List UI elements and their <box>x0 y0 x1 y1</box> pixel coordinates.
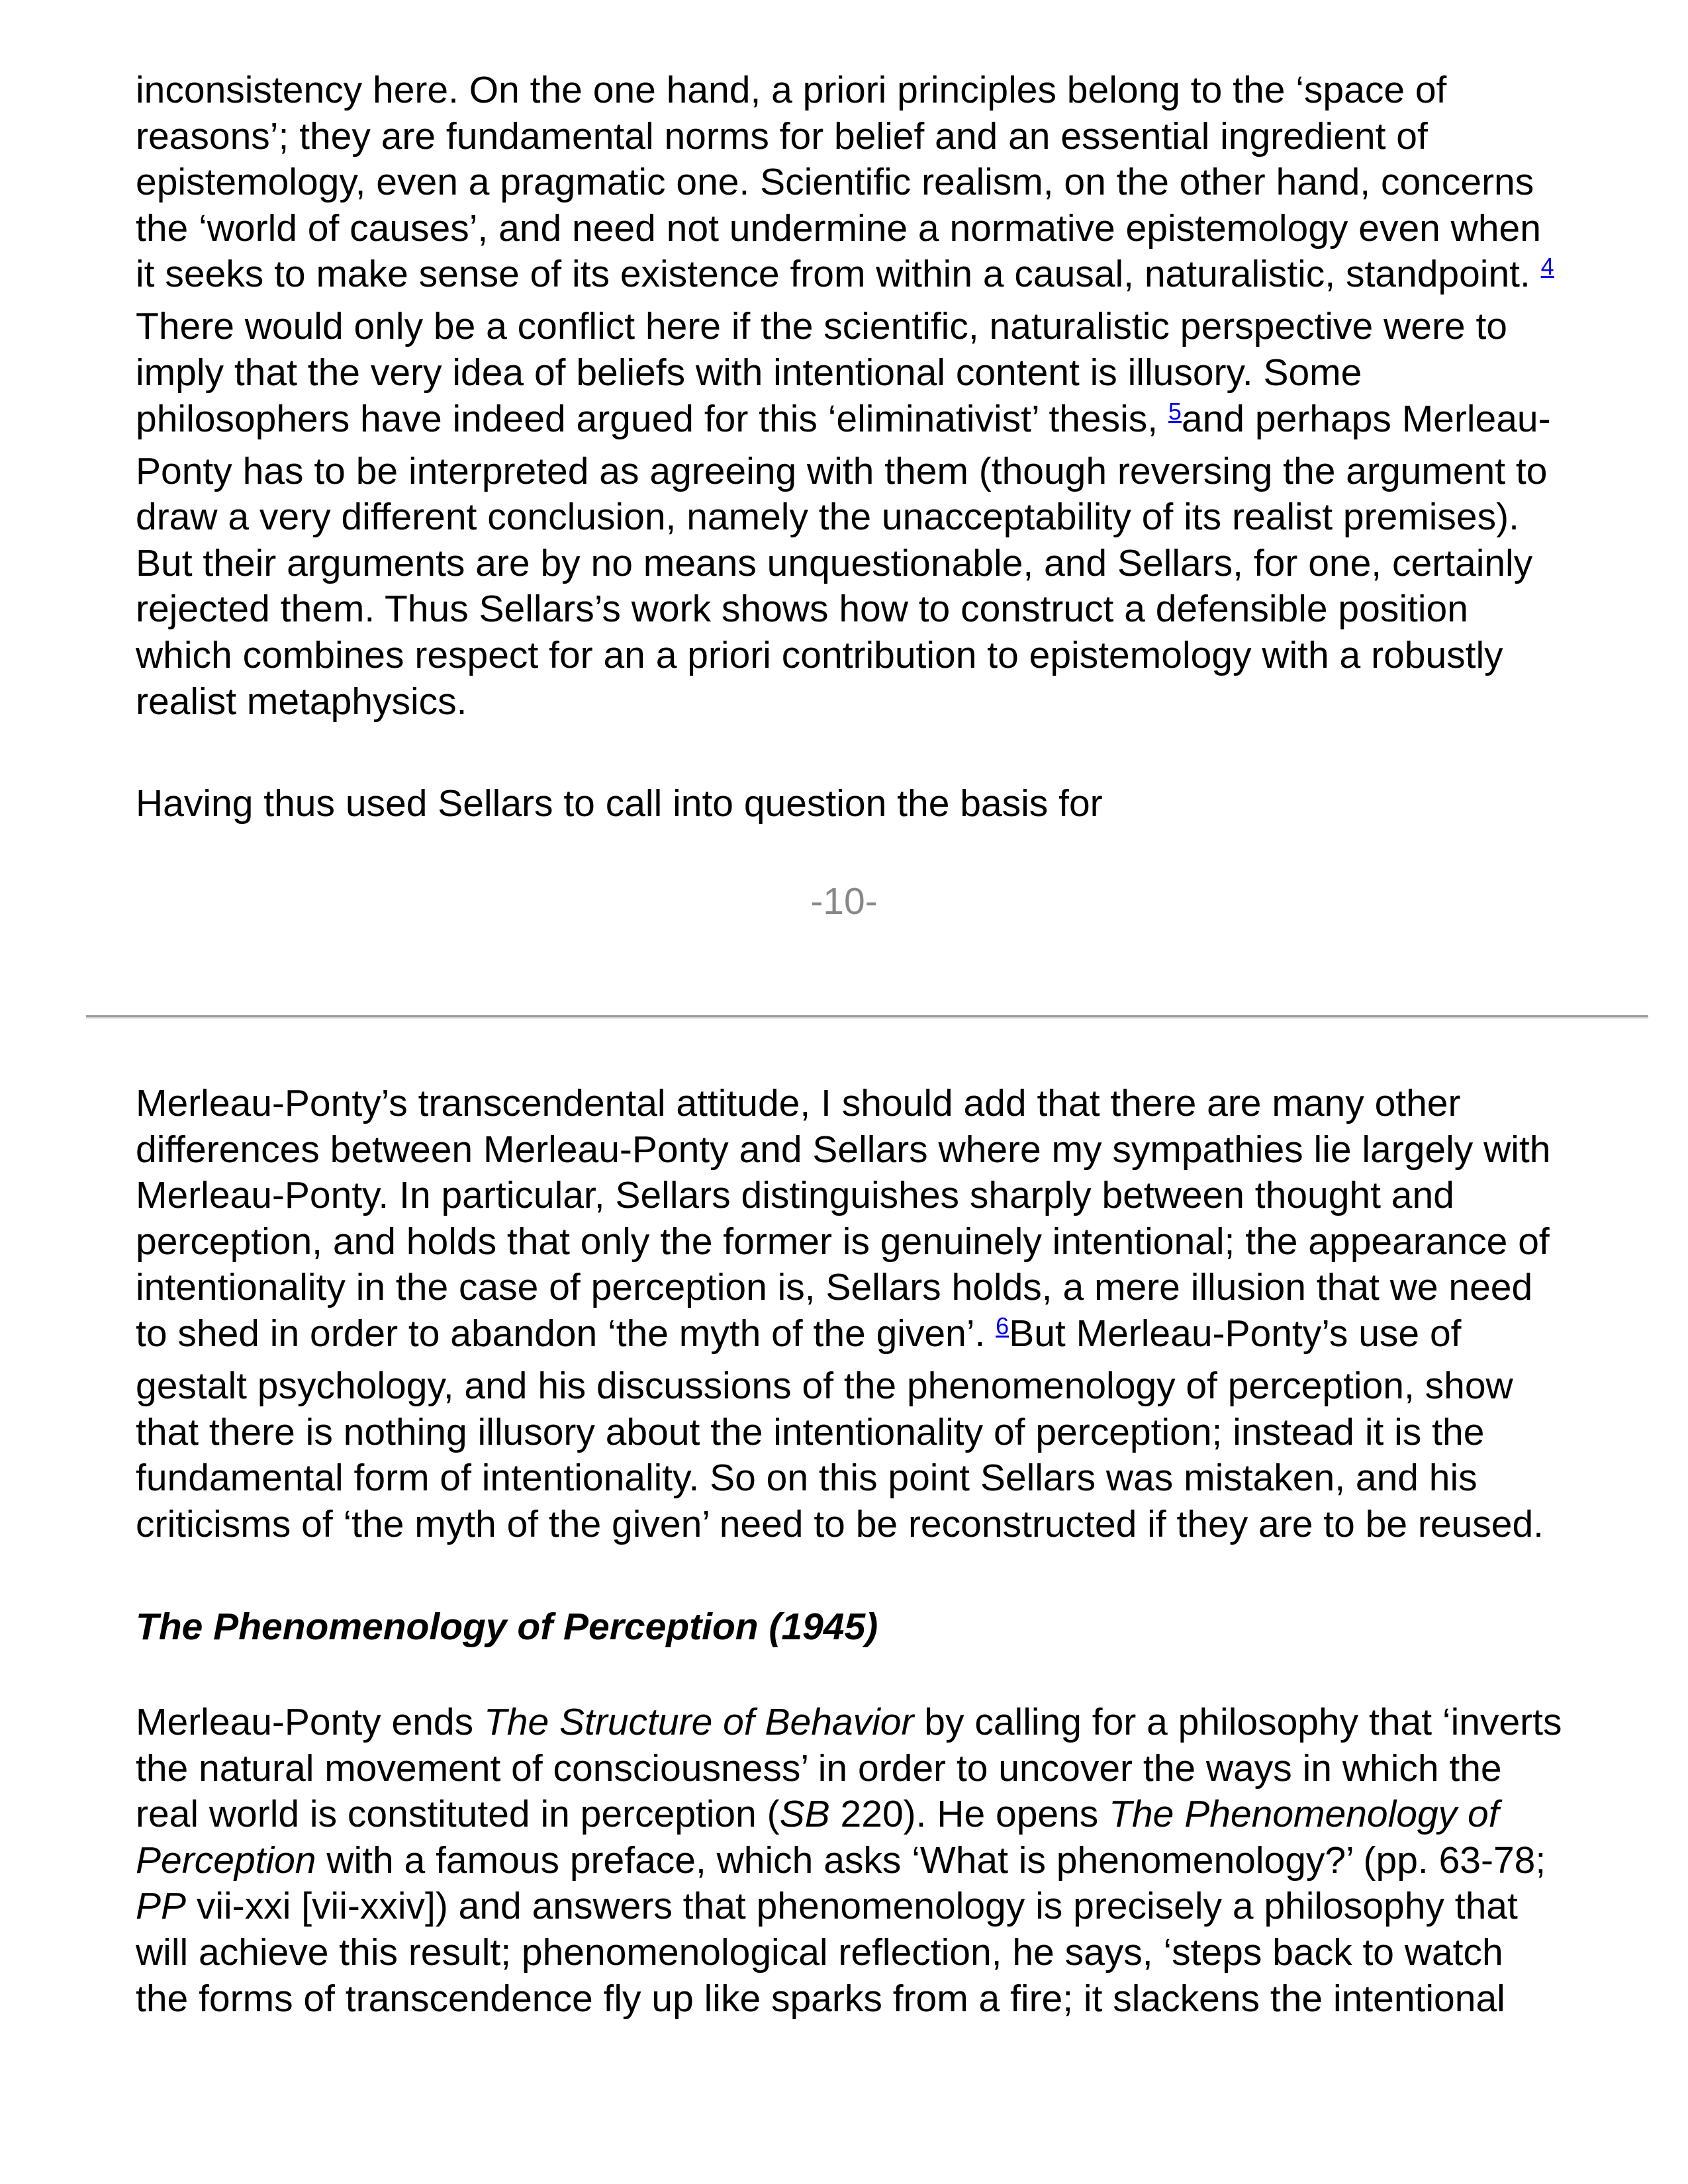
text-segment: it seeks to make sense of its existence from within a causal, naturalistic, standpoint. <box>136 253 1541 296</box>
text-line: will achieve this result; phenomenological reflection, he says, ‘steps back to watch <box>136 1931 1503 1974</box>
text-line: rejected them. Thus Sellars’s work shows how to construct a defensible position <box>136 588 1468 631</box>
text-line: epistemology, even a pragmatic one. Scientific realism, on the other hand, concerns <box>136 161 1534 204</box>
text-line: Having thus used Sellars to call into question the basis for <box>136 782 1103 825</box>
page1-paragraph-1 <box>136 68 1605 725</box>
text-line: gestalt psychology, and his discussions of the phenomenology of perception, show <box>136 1364 1513 1407</box>
text-line: differences between Merleau-Ponty and Sellars where my sympathies lie largely with <box>136 1128 1551 1171</box>
text-line: which combines respect for an a priori contribution to epistemology with a robustly <box>136 633 1503 676</box>
page1-paragraph-2 <box>136 781 1605 827</box>
footnote-link-6[interactable]: 6 <box>996 1312 1009 1340</box>
text-line: the forms of transcendence fly up like sparks from a fire; it slackens the intentional <box>136 1977 1505 2020</box>
page2-paragraph-1 <box>136 1081 1605 1547</box>
text-segment: vii-xxi [vii-xxiv]) and answers that phenomenology is precisely a philosophy that <box>186 1885 1518 1928</box>
abbreviation: SB <box>779 1793 830 1836</box>
text-line: realist metaphysics. <box>136 680 467 723</box>
text-line <box>136 396 1605 449</box>
text-line <box>136 1700 1605 1746</box>
text-line: Ponty has to be interpreted as agreeing with them (though reversing the argument to <box>136 449 1548 492</box>
book-title: The Phenomenology of <box>1109 1793 1499 1836</box>
section-heading: The Phenomenology of Perception (1945) <box>136 1606 878 1648</box>
text-segment: to shed in order to abandon ‘the myth of the given’. <box>136 1312 996 1355</box>
book-title: The Structure of Behavior <box>483 1701 914 1743</box>
text-segment: and perhaps Merleau- <box>1181 397 1551 440</box>
text-line <box>136 251 1605 304</box>
page2-paragraph-2 <box>136 1700 1605 2022</box>
text-line <box>136 1792 1605 1838</box>
text-line: imply that the very idea of beliefs with intentional content is illusory. Some <box>136 351 1362 394</box>
text-line <box>136 1884 1605 1930</box>
text-line: criticisms of ‘the myth of the given’ need to be reconstructed if they are to be reused. <box>136 1502 1544 1545</box>
text-line: inconsistency here. On the one hand, a priori principles belong to the ‘space of <box>136 69 1447 111</box>
abbreviation: PP <box>136 1885 187 1928</box>
text-segment: But Merleau-Ponty’s use of <box>1009 1312 1462 1355</box>
text-segment: philosophers have indeed argued for this ‘eliminativist’ thesis, <box>136 397 1168 440</box>
text-segment: by calling for a philosophy that ‘inverts <box>914 1701 1562 1743</box>
text-line <box>136 1838 1605 1884</box>
text-line: There would only be a conflict here if the scientific, naturalistic perspective were to <box>136 305 1508 348</box>
text-line: Merleau-Ponty’s transcendental attitude, I should add that there are many other <box>136 1082 1461 1124</box>
footnote-link-5[interactable]: 5 <box>1168 397 1182 425</box>
text-segment: Merleau-Ponty ends <box>136 1701 484 1743</box>
text-line: the natural movement of consciousness’ in order to uncover the ways in which the <box>136 1747 1502 1790</box>
text-line: But their arguments are by no means unquestionable, and Sellars, for one, certainly <box>136 541 1533 584</box>
text-line: intentionality in the case of perception is, Sellars holds, a mere illusion that we need <box>136 1266 1533 1309</box>
text-segment: 220). He opens <box>829 1793 1109 1836</box>
footnote-link-4[interactable]: 4 <box>1540 253 1554 281</box>
text-line: draw a very different conclusion, namely the unacceptability of its realist premises). <box>136 496 1519 539</box>
text-line: perception, and holds that only the former is genuinely intentional; the appearance of <box>136 1220 1550 1263</box>
text-line <box>136 1311 1605 1363</box>
text-line: fundamental form of intentionality. So on this point Sellars was mistaken, and his <box>136 1457 1477 1500</box>
text-line: the ‘world of causes’, and need not undermine a normative epistemology even when <box>136 206 1541 250</box>
book-title: Perception <box>136 1839 316 1882</box>
page-number: -10- <box>810 880 878 923</box>
text-segment: with a famous preface, which asks ‘What is phenomenology?’ (pp. 63-78; <box>316 1839 1546 1882</box>
page-divider <box>86 1015 1648 1019</box>
text-line: reasons’; they are fundamental norms for belief and an essential ingredient of <box>136 114 1428 158</box>
text-segment: real world is constituted in perception ( <box>136 1793 780 1836</box>
text-line: that there is nothing illusory about the intentionality of perception; instead it is the <box>136 1410 1485 1453</box>
text-line: Merleau-Ponty. In particular, Sellars distinguishes sharply between thought and <box>136 1174 1454 1217</box>
